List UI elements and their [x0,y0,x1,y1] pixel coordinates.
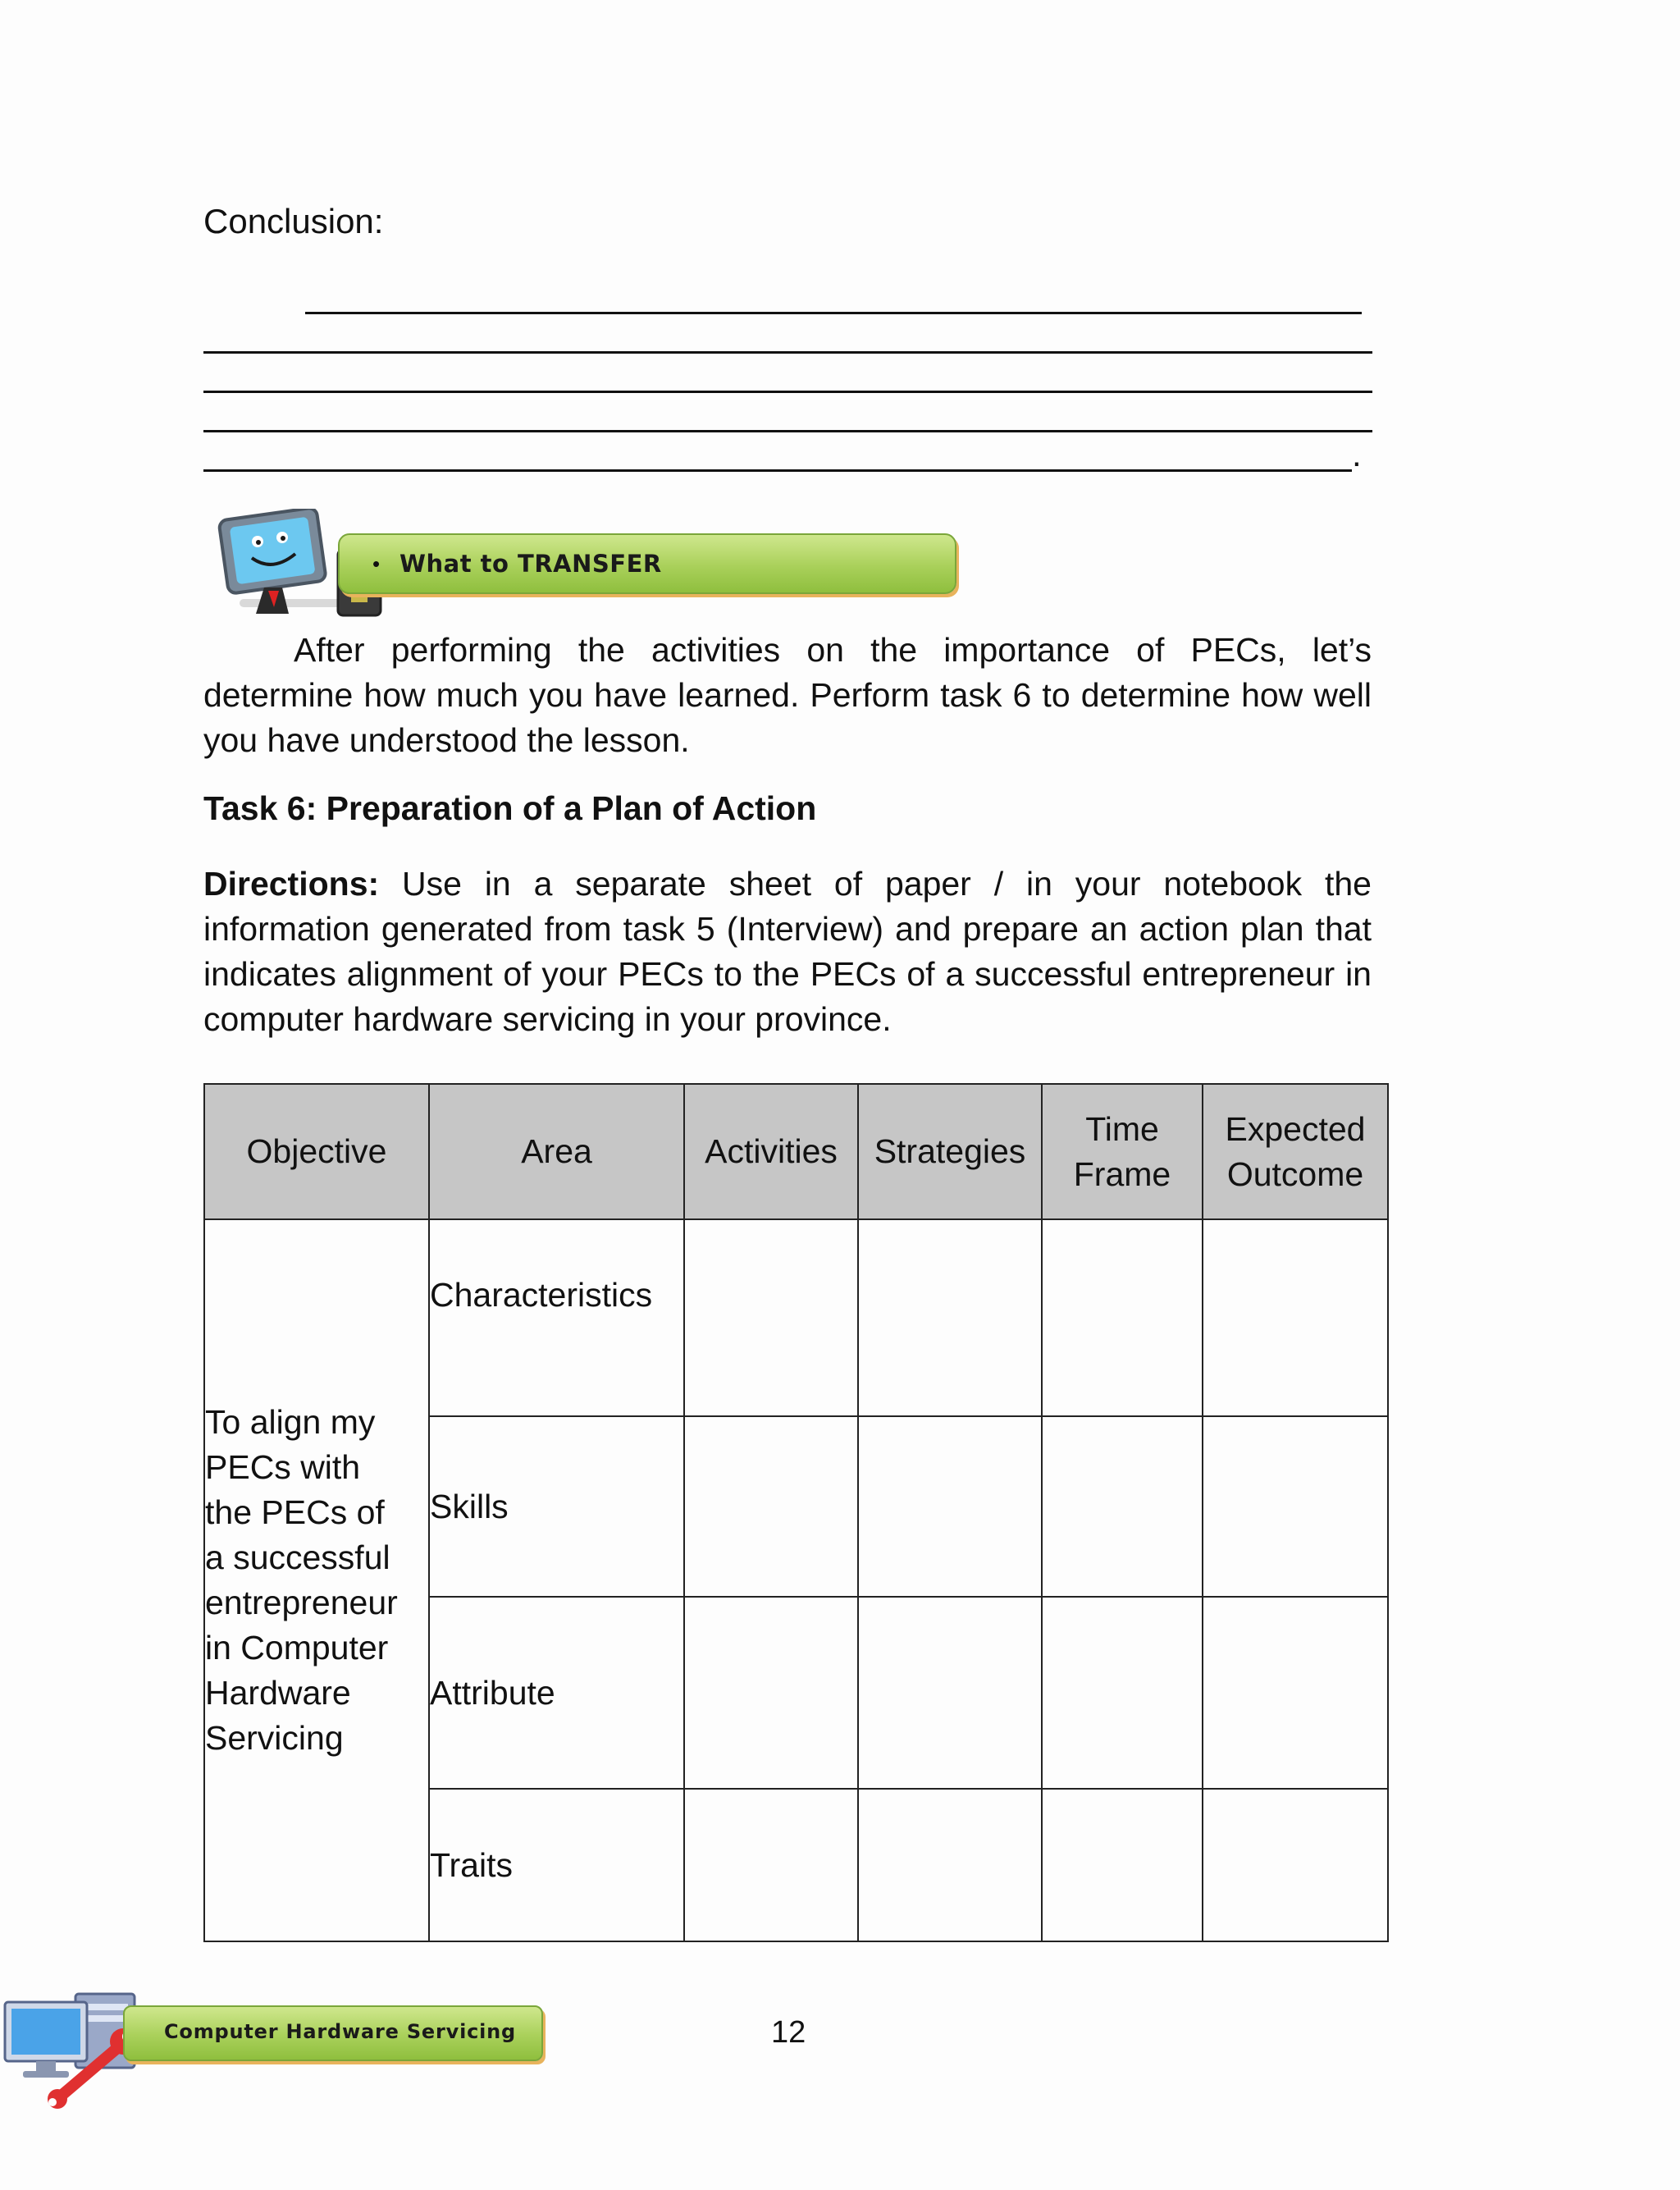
banner-pill [338,533,956,594]
objective-line: Hardware [205,1674,351,1712]
strategies-cell [858,1219,1042,1416]
directions-label: Directions: [203,865,380,903]
answer-line [305,312,1362,314]
plan-of-action-table [203,1083,1389,1942]
header-activities: Activities [684,1084,858,1219]
strategies-cell [858,1789,1042,1941]
header-time-frame [1042,1084,1203,1219]
intro-paragraph: After performing the activities on the importance of PECs, let’s determine how much you have learned. Perform task 6 to determine how well you have understood the lesson. [203,631,1372,759]
area-cell: Traits [429,1789,684,1941]
area-cell: Characteristics [429,1219,684,1416]
objective-line: the PECs of [205,1493,385,1531]
header-expected-outcome-line1: Expected [1225,1109,1366,1148]
objective-cell [204,1219,429,1941]
time-frame-cell [1042,1597,1203,1789]
answer-line [203,430,1372,432]
objective-line: PECs with [205,1448,361,1486]
objective-line: in Computer [205,1629,389,1667]
area-cell: Skills [429,1416,684,1597]
answer-line [203,351,1372,354]
answer-end-period: . [1352,435,1362,473]
activities-cell [684,1219,858,1416]
strategies-cell [858,1597,1042,1789]
footer-label: Computer Hardware Servicing [164,2020,517,2043]
conclusion-label: Conclusion: [203,202,384,240]
banner-label: What to TRANSFER [399,550,662,578]
directions-paragraph [203,862,1372,1042]
activities-cell [684,1789,858,1941]
banner-bullet: • [372,551,381,576]
time-frame-cell [1042,1416,1203,1597]
answer-line [203,391,1372,393]
expected-outcome-cell [1203,1597,1388,1789]
header-objective: Objective [204,1084,429,1219]
header-area: Area [429,1084,684,1219]
table-header-row [204,1084,1388,1219]
what-to-transfer-banner [215,509,756,624]
objective-line: Servicing [205,1719,344,1757]
footer-banner [0,1986,574,2109]
task-title: Task 6: Preparation of a Plan of Action [203,789,817,827]
directions-text: Use in a separate sheet of paper / in your notebook the information generated from task 5 (Interview) and prepare an action plan that indicates alignment of your PECs to the PECs of a successful entrepreneur in computer hardware servicing in your province. [203,865,1372,1038]
header-expected-outcome-line2: Outcome [1226,1154,1364,1193]
objective-line: a successful [205,1538,390,1576]
header-time-frame-line1: Time [1085,1109,1159,1148]
expected-outcome-cell [1203,1789,1388,1941]
activities-cell [684,1597,858,1789]
area-cell: Attribute [429,1597,684,1789]
activities-cell [684,1416,858,1597]
table-row [204,1219,1388,1416]
expected-outcome-cell [1203,1219,1388,1416]
strategies-cell [858,1416,1042,1597]
time-frame-cell [1042,1789,1203,1941]
objective-line: To align my [205,1403,376,1441]
page-number: 12 [771,2015,806,2050]
expected-outcome-cell [1203,1416,1388,1597]
time-frame-cell [1042,1219,1203,1416]
header-strategies: Strategies [858,1084,1042,1219]
header-expected-outcome [1203,1084,1388,1219]
header-time-frame-line2: Frame [1073,1154,1171,1193]
answer-line [203,469,1352,472]
objective-line: entrepreneur [205,1584,398,1621]
